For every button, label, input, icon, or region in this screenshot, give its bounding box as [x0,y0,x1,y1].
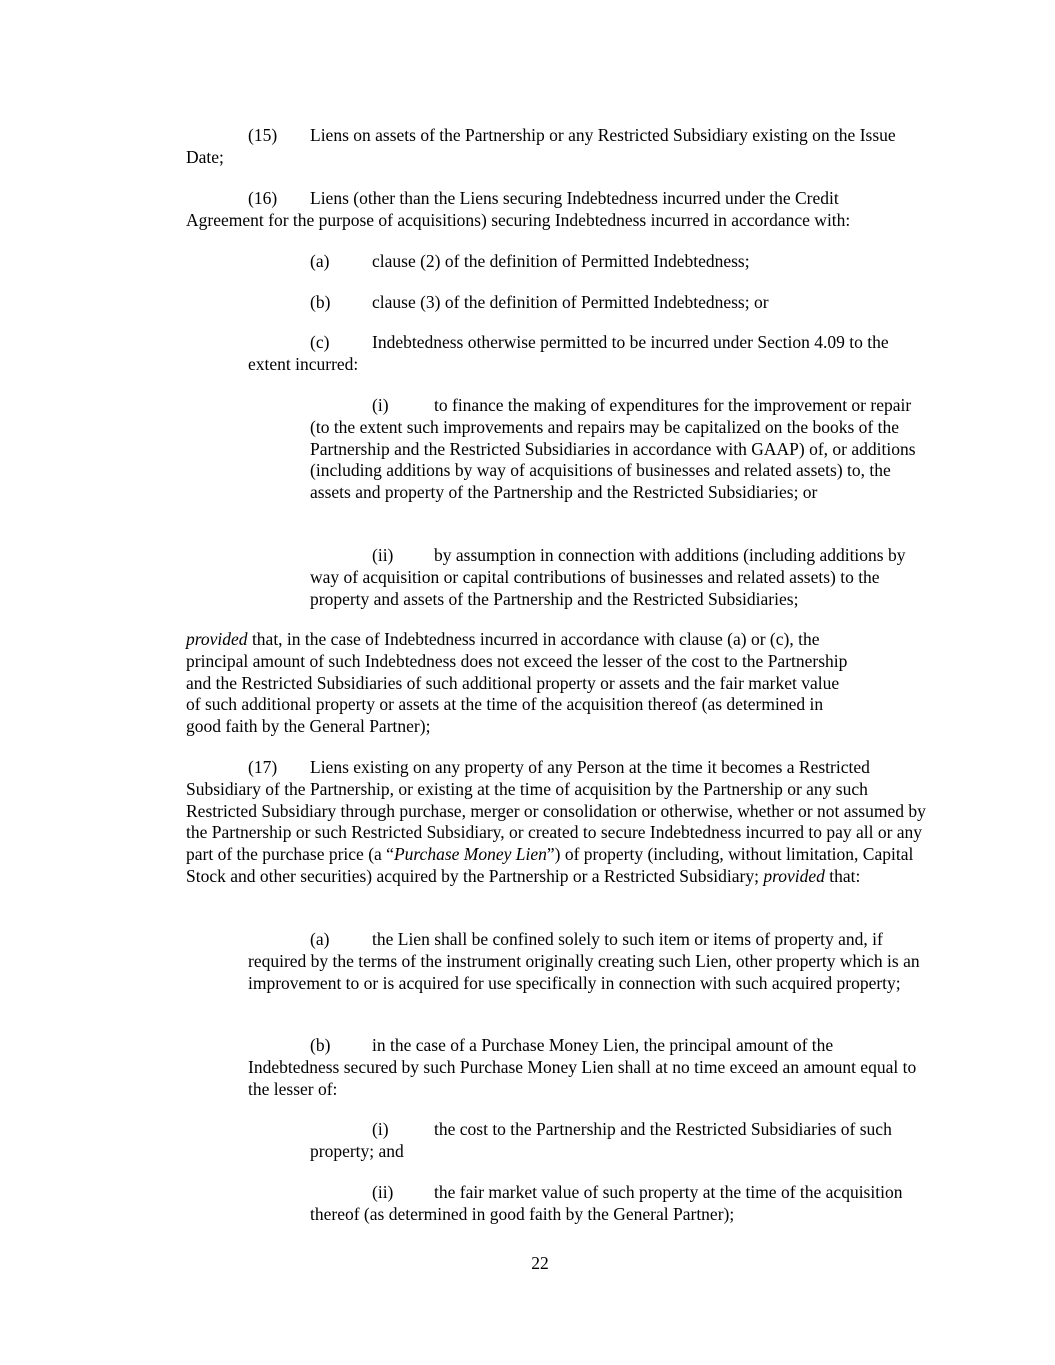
clause-text: the fair market value of such property at the time of the acquisition thereof (as determined in good faith by the General Partner); [310,1182,903,1224]
clause-text: Liens on assets of the Partnership or any Restricted Subsidiary existing on the Issue Date; [186,125,896,167]
clause-17-a [248,929,932,994]
clause-label: (b) [310,292,331,312]
clause-15 [186,125,916,169]
clause-label: (15) [248,125,278,145]
clause-text-cont: ”) of property (including, without limitation, Capital Stock and other securities) acquired by the Partnership or a Restricted Subsidiary; [186,844,914,886]
clause-text: Liens (other than the Liens securing Indebtedness incurred under the Credit Agreement for the purpose of acquisitions) securing Indebtedness incurred in accordance with: [186,188,851,230]
provided-term: provided [763,865,825,886]
clause-16-b [310,292,930,314]
clause-label: (17) [248,757,278,777]
clause-text: clause (3) of the definition of Permitted Indebtedness; or [372,292,769,312]
clause-text: Indebtedness otherwise permitted to be incurred under Section 4.09 to the extent incurred: [248,332,889,374]
page-number: 22 [531,1253,549,1273]
clause-16-c [248,332,918,376]
clause-text: the Lien shall be confined solely to such item or items of property and, if required by the terms of the instrument originally creating such Lien, other property which is an improvement to or is acquired for use specifically in connection with such acquired property; [248,929,920,993]
clause-label: (i) [372,395,389,415]
clause-text: to finance the making of expenditures for the improvement or repair (to the extent such improvements and repairs may be capitalized on the books of the Partnership and the Restricted Subsidiaries in accordance with GAAP) of, or additions (including additions by way of acquisitions of businesses and related assets) to, the assets and property of the Partnership and the Restricted Subsidiaries; or [310,395,916,503]
clause-16-c-ii [310,545,932,610]
clause-label: (c) [310,332,330,352]
clause-17 [186,757,932,888]
defined-term: Purchase Money Lien [393,844,547,865]
clause-17-b [248,1035,918,1100]
clause-text: by assumption in connection with additions (including additions by way of acquisition or capital contributions of businesses and related assets) to the property and assets of the Partnership and the Restricted Subsidiaries; [310,545,906,609]
clause-label: (b) [310,1035,331,1055]
clause-label: (ii) [372,1182,394,1202]
clause-16 [186,188,916,232]
clause-text: the cost to the Partnership and the Restricted Subsidiaries of such property; and [310,1119,892,1161]
clause-label: (i) [372,1119,389,1139]
clause-text: Liens existing on any property of any Person at the time it becomes a Restricted Subsidiary of the Partnership, or existing at the time of acquisition by the Partnership or any such Restricted Subsidiary through purchase, merger or consolidation or otherwise, whether or not assumed by the Partnership or such Restricted Subsidiary, or created to secure Indebtedness incurred to pay all or any part of the purchase price (a “ [186,757,926,865]
clause-label: (ii) [372,545,394,565]
clause-label: (a) [310,251,330,271]
proviso-text: that, in the case of Indebtedness incurred in accordance with clause (a) or (c), the principal amount of such Indebtedness does not exceed the lesser of the cost to the Partnership and the Restricted Subsidiaries of such additional property or assets and the fair market value of such additional property or assets at the time of the acquisition thereof (as determined in good faith by the General Partner); [186,629,848,737]
clause-label: (a) [310,929,330,949]
clause-17-b-ii [310,1182,932,1226]
clause-text-end: that: [824,865,861,886]
clause-label: (16) [248,188,278,208]
clause-16-c-i [310,395,932,504]
clause-text: in the case of a Purchase Money Lien, the principal amount of the Indebtedness secured by such Purchase Money Lien shall at no time exceed an amount equal to the lesser of: [248,1035,917,1099]
clause-16-a [310,251,930,273]
clause-text: clause (2) of the definition of Permitted Indebtedness; [372,251,750,271]
clause-17-b-i [310,1119,946,1163]
clause-16-proviso [186,629,854,738]
provided-term: provided [186,629,248,649]
